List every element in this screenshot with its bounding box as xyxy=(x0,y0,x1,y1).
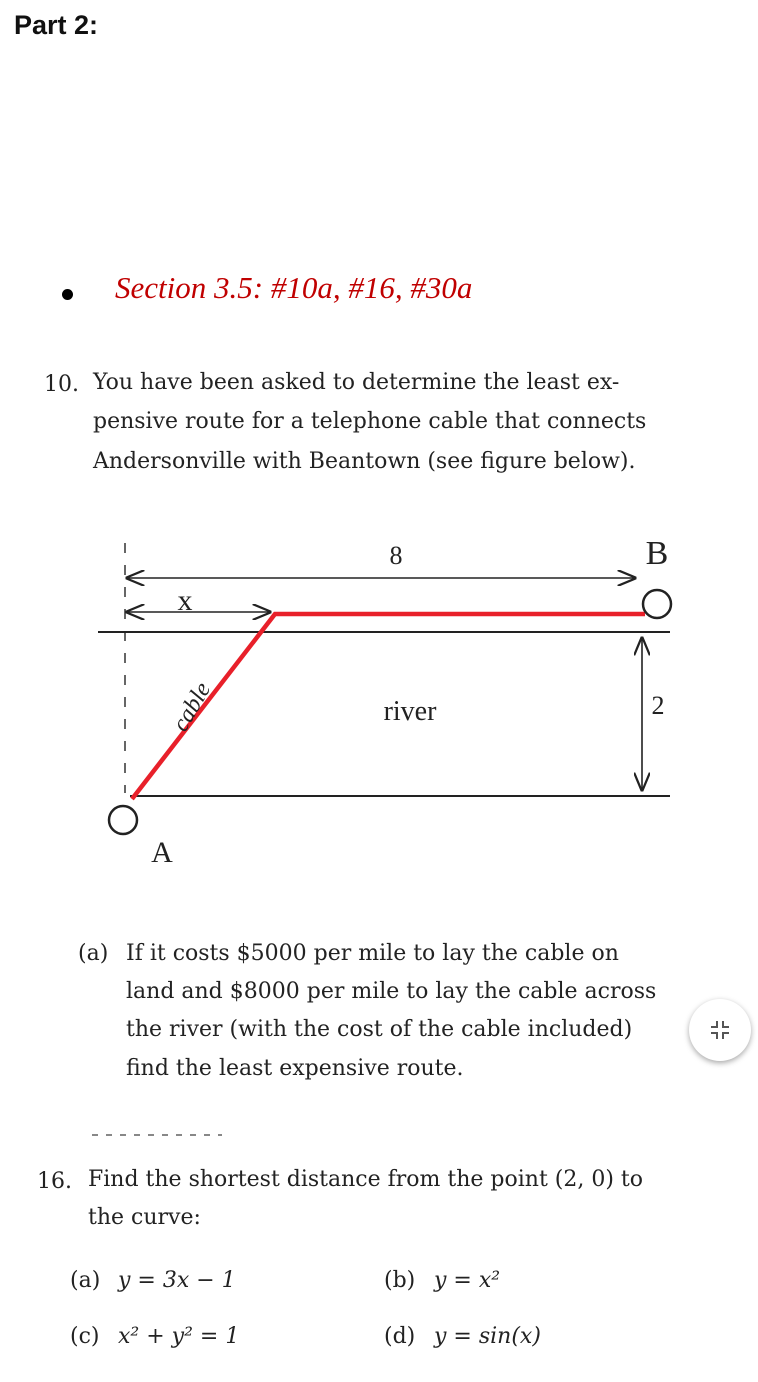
problem-16-part-b-expr: y = x² xyxy=(434,1268,501,1293)
cropped-text-fragment xyxy=(92,1130,232,1140)
problem-10-line-3: Andersonville with Beantown (see figure below). xyxy=(93,449,636,474)
problem-16-line-1: Find the shortest distance from the point (2, 0) to xyxy=(88,1167,644,1192)
section-assignment: Section 3.5: #10a, #16, #30a xyxy=(115,270,473,305)
problem-10-part-a-line-4: find the least expensive route. xyxy=(126,1056,464,1081)
problem-10-part-a-line-2: land and $8000 per mile to lay the cable across xyxy=(126,979,657,1004)
collapse-icon xyxy=(708,1018,732,1042)
problem-16-number: 16. xyxy=(37,1169,72,1194)
bullet-dot xyxy=(62,289,73,300)
problem-16-line-2: the curve: xyxy=(88,1205,201,1230)
label-width: 8 xyxy=(389,541,403,570)
problem-16-part-b-label: (b) xyxy=(384,1268,416,1293)
collapse-button[interactable] xyxy=(689,999,751,1061)
problem-10-number: 10. xyxy=(44,372,79,397)
problem-16-part-d-label: (d) xyxy=(384,1324,416,1349)
problem-16-part-d-expr: y = sin(x) xyxy=(434,1324,541,1349)
town-a-marker xyxy=(109,806,137,834)
problem-16-part-c-label: (c) xyxy=(70,1324,100,1349)
problem-10-line-2: pensive route for a telephone cable that connects xyxy=(93,409,647,434)
label-cable: cable xyxy=(167,677,217,736)
label-a: A xyxy=(151,836,173,869)
part-title: Part 2: xyxy=(14,10,99,40)
label-river: river xyxy=(383,696,437,727)
label-height: 2 xyxy=(651,691,665,720)
problem-16-part-a-label: (a) xyxy=(70,1268,101,1293)
problem-10-part-a-line-3: the river (with the cost of the cable included) xyxy=(126,1017,633,1042)
label-x: x xyxy=(177,584,193,617)
problem-10-part-a-label: (a) xyxy=(78,941,109,966)
town-b-marker xyxy=(643,590,671,618)
cable-route-figure xyxy=(90,528,690,878)
label-b: B xyxy=(645,535,669,572)
problem-16-part-a-expr: y = 3x − 1 xyxy=(118,1268,236,1293)
problem-16-part-c-expr: x² + y² = 1 xyxy=(118,1324,240,1349)
problem-10-line-1: You have been asked to determine the least ex- xyxy=(93,370,620,395)
problem-10-part-a-line-1: If it costs $5000 per mile to lay the cable on xyxy=(126,941,619,966)
